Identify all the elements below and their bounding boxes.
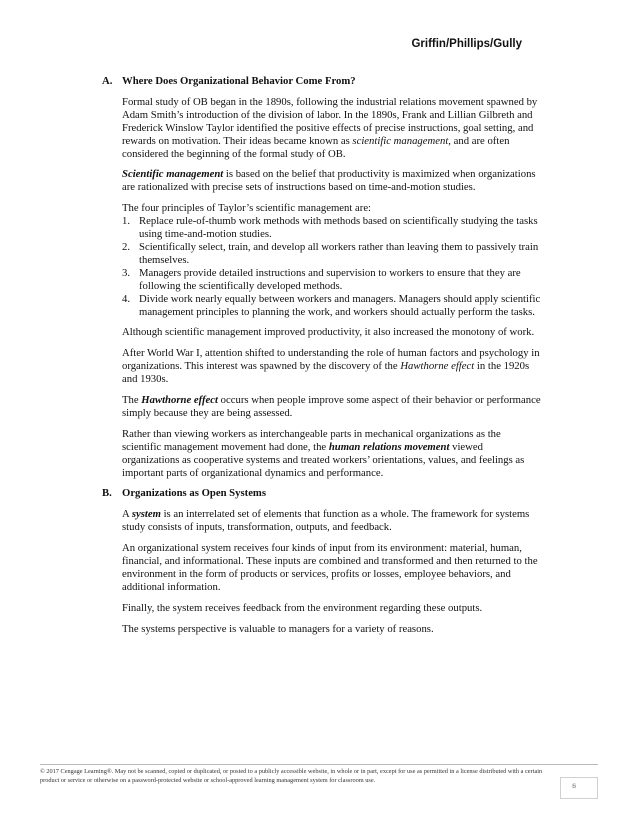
list-item [122,215,542,241]
key-term: system [131,508,161,521]
paragraph [122,508,542,534]
section-a-heading [102,75,542,88]
paragraph: The systems perspective is valuable to managers for a variety of reasons. [122,622,434,635]
key-term: Scientific management [122,168,224,181]
list-number: 1. [122,215,131,228]
list-number: 2. [122,240,131,253]
paragraph [122,394,542,420]
list-text: Divide work nearly equally between workers and managers. Managers should apply scientific management principles to planning the work, and workers should actually perform the tasks. [139,292,541,318]
running-header: Griffin/Phillips/Gully [411,38,522,50]
text: occurs when people improve some aspect of their behavior or performance simply because they are being assessed. [122,394,541,419]
key-term: human relations movement [328,440,450,453]
principles-list [122,215,542,318]
list-number: 4. [122,292,131,305]
list-text: Replace rule-of-thumb work methods with methods based on scientifically studying the tasks using time-and-motion studies. [139,215,538,241]
text: is based on the belief that productivity is maximized when organizations are rationalized with precise sets of instructions based on time-and-motion studies. [122,168,536,194]
list-number: 3. [122,266,131,279]
section-letter: A. [102,75,113,87]
emphasis: Hawthorne effect [400,360,475,373]
list-item [122,241,542,267]
paragraph: An organizational system receives four kinds of input from its environment: material, human, financial, and informational. These inputs are combined and transformed and then returned to the environment in the form of products or services, profits or losses, employee behaviors, and additional information. [122,542,538,593]
paragraph [122,96,542,161]
text: viewed organizations as cooperative systems and treated workers’ orientations, values, and feelings as important parts of organizational dynamics and performance. [122,440,525,479]
paragraph: Although scientific management improved productivity, it also increased the monotony of work. [122,326,535,339]
list-item [122,267,542,293]
paragraph [122,347,542,386]
list-text: Managers provide detailed instructions and supervision to workers to ensure that they are following the scientifically developed methods. [139,266,521,292]
emphasis: scientific management [352,134,449,147]
text: is an interrelated set of elements that function as a whole. The framework for systems study consists of inputs, transformation, outputs, and feedback. [122,508,530,534]
section-title: Where Does Organizational Behavior Come From? [122,75,356,87]
paragraph: Finally, the system receives feedback from the environment regarding these outputs. [122,601,483,614]
paragraph [122,168,542,194]
text: Rather than viewing workers as interchangeable parts in mechanical organizations as the scientific management movement had done, the [122,427,501,453]
list-text: Scientifically select, train, and develop all workers rather than leaving them to passively train themselves. [139,240,539,266]
text: After World War I, attention shifted to understanding the role of human factors and psychology in organizations. This interest was spawned by the discovery of the [122,347,540,373]
text: in the 1920s and 1930s. [122,360,530,386]
text: Formal study of OB began in the 1890s, following the industrial relations movement spawned by Adam Smith’s introduction of the division of labor. In the 1890s, Frank and Lillian Gilbreth and Frederick Winslow Taylor identified the positive effects of precise instructions, goal setting, and rewards on motivation. Their ideas became known as [122,95,538,147]
key-term: Hawthorne effect [141,394,218,407]
page-stamp-mark: ꞩ [572,781,577,790]
section-b-heading [102,487,542,500]
paragraph: The four principles of Taylor’s scientific management are: [122,202,372,215]
text: The [122,394,142,407]
list-item [122,293,542,319]
copyright-notice: © 2017 Cengage Learning®. May not be scanned, copied or duplicated, or posted to a publicly accessible website, in whole or in part, except for use as permitted in a license distributed with a certain product or service or otherwise on a password-protected website or school-approved learning management system for classroom use. [40,768,543,784]
page-body [102,75,542,644]
text: , and are often considered the beginning of the formal study of OB. [122,134,510,160]
page-stamp-box [560,777,598,799]
paragraph [122,428,542,480]
text: A [122,508,132,521]
section-title: Organizations as Open Systems [122,487,266,500]
footer-divider [40,764,598,765]
section-letter: B. [102,487,112,500]
